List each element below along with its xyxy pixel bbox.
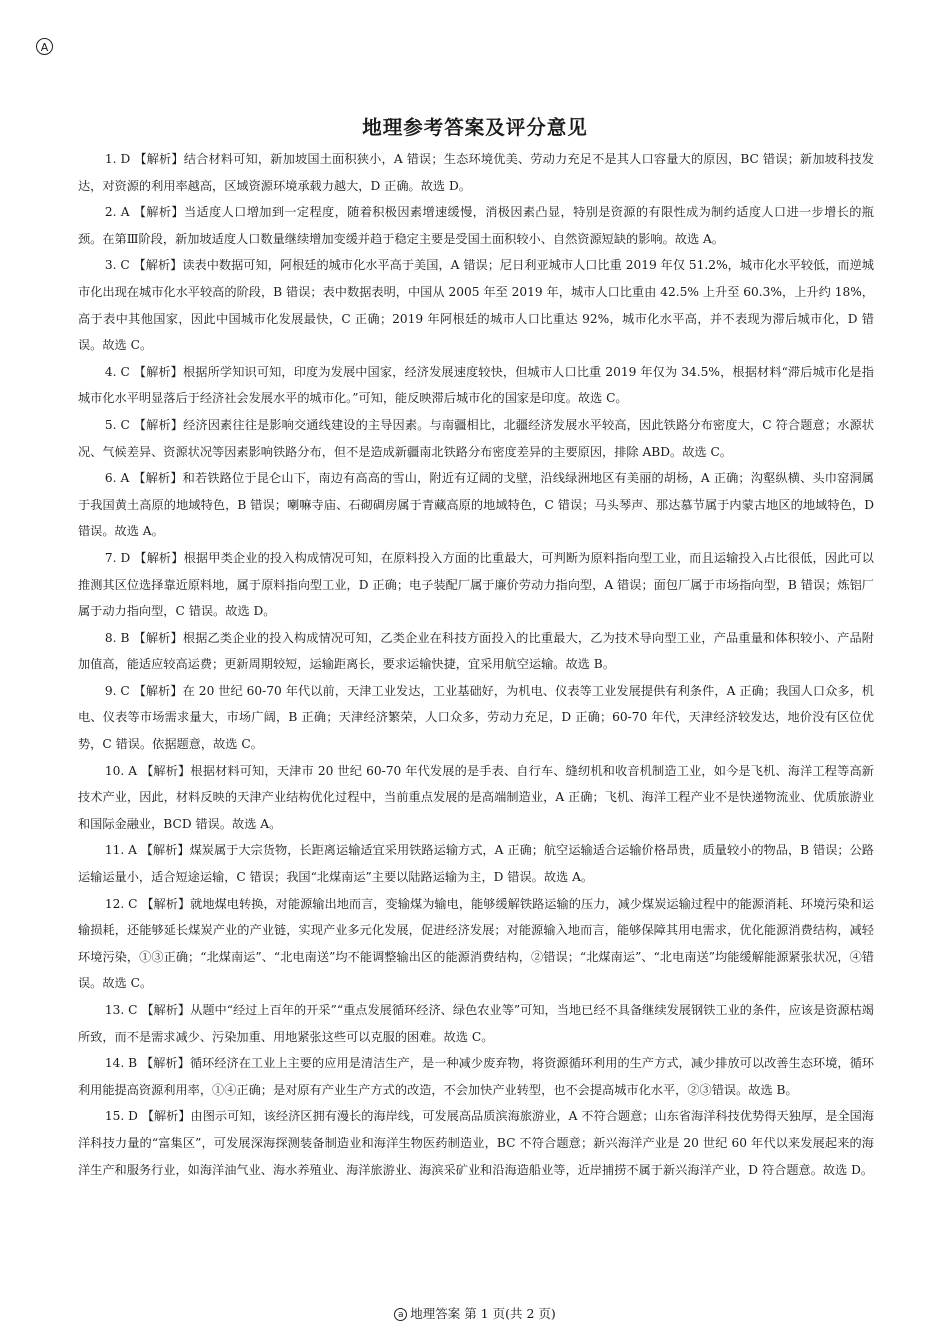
corner-mark: A (36, 38, 53, 55)
answer-item-5: 5. C 【解析】经济因素往往是影响交通线建设的主导因素。与南疆相比，北疆经济发展水平较高，因此铁路分布密度大，C 符合题意；水源状况、气候差异、资源状况等因素影响铁路分布，但不是造成新疆南北铁路分布密度差异的主要原因，排除 ABD。故选 C。 (78, 417, 874, 459)
answer-item-3: 3. C 【解析】读表中数据可知，阿根廷的城市化水平高于美国，A 错误；尼日利亚城市人口比重 2019 年仅 51.2%，城市化水平较低，而逆城市化出现在城市化水平较高的阶段，B 错误；表中数据表明，中国从 2005 年至 2019 年，城市人口比重由 42.5% 上升至 60.3%，上升约 18%，高于表中其他国家，因此中国城市化发展最快，C 正确；2019 年阿根廷的城市人口比重达 92%，城市化水平高，并不表现为滞后城市化，D 错误。故选 C。 (78, 258, 874, 353)
footer-mark: a (394, 1308, 407, 1321)
footer-page-number: 地理答案 第 1 页(共 2 页) (410, 1306, 556, 1321)
answer-item-11: 11. A 【解析】煤炭属于大宗货物，长距离运输适宜采用铁路运输方式，A 正确；航空运输适合运输价格昂贵，质量较小的物品，B 错误；公路运输运量小，适合短途运输，C 错误；我国“北煤南运”主要以陆路运输为主，D 错误。故选 A。 (78, 843, 874, 885)
answer-item-1: 1. D 【解析】结合材料可知，新加坡国土面积狭小，A 错误；生态环境优美、劳动力充足不是其人口容量大的原因，BC 错误；新加坡科技发达，对资源的利用率越高，区域资源环境承载力越大，D 正确。故选 D。 (78, 152, 874, 193)
answer-item-7: 7. D 【解析】根据甲类企业的投入构成情况可知，在原料投入方面的比重最大，可判断为原料指向型工业，而且运输投入占比很低，因此可以推测其区位选择靠近原料地，属于原料指向型工业，D 正确；电子装配厂属于廉价劳动力指向型，A 错误；面包厂属于市场指向型，B 错误；炼铝厂属于动力指向型，C 错误。故选 D。 (78, 550, 874, 619)
page-footer (0, 1304, 950, 1322)
page-title: 地理参考答案及评分意见 (362, 116, 588, 139)
answer-item-8: 8. B 【解析】根据乙类企业的投入构成情况可知，乙类企业在科技方面投入的比重最大，乙为技术导向型工业，产品重量和体积较小、产品附加值高，能适应较高运费；更新周期较短，运输距离长，要求运输快捷，宜采用航空运输。故选 B。 (78, 630, 874, 672)
answer-list (78, 146, 874, 1183)
answer-item-15: 15. D 【解析】由图示可知，该经济区拥有漫长的海岸线，可发展高品质滨海旅游业，A 不符合题意；山东省海洋科技优势得天独厚，是全国海洋科技力量的“富集区”，可发展深海探测装备制造业和海洋生物医药制造业，BC 不符合题意；新兴海洋产业是 20 世纪 60 年代以来发展起来的海洋生产和服务行业，如海洋油气业、海水养殖业、海洋旅游业、海滨采矿业和沿海造船业等，近岸捕捞不属于新兴海洋产业，D 符合题意。故选 D。 (78, 1109, 874, 1177)
answer-item-12: 12. C 【解析】就地煤电转换，对能源输出地而言，变输煤为输电，能够缓解铁路运输的压力，减少煤炭运输过程中的能源消耗、环境污染和运输损耗，还能够延长煤炭产业的产业链，实现产业多元化发展，促进经济发展；对能源输入地而言，能够保障其用电需求，优化能源消费结构，减轻环境污染，①③正确；“北煤南运”、“北电南送”均不能调整输出区的能源消费结构，②错误；“北煤南运”、“北电南送”均能缓解能源紧张状况，④错误。故选 C。 (78, 896, 874, 991)
answer-item-9: 9. C 【解析】在 20 世纪 60-70 年代以前，天津工业发达，工业基础好，为机电、仪表等工业发展提供有利条件，A 正确；我国人口众多，机电、仪表等市场需求量大，市场广阔，B 正确；天津经济繁荣，人口众多，劳动力充足，D 正确；60-70 年代，天津经济较发达，地价没有区位优势，C 错误。依据题意，故选 C。 (78, 683, 874, 752)
answer-item-2: 2. A 【解析】当适度人口增加到一定程度，随着积极因素增速缓慢，消极因素凸显，特别是资源的有限性成为制约适度人口进一步增长的瓶颈。在第Ⅲ阶段，新加坡适度人口数量继续增加变缓并趋于稳定主要是受国土面积较小、自然资源短缺的影响。故选 A。 (78, 205, 874, 246)
answer-item-14: 14. B 【解析】循环经济在工业上主要的应用是清洁生产，是一种减少废弃物，将资源循环利用的生产方式，减少排放可以改善生态环境，循环利用能提高资源利用率，①④正确；是对原有产业生产方式的改造，不会加快产业转型，也不会提高城市化水平，②③错误。故选 B。 (78, 1056, 874, 1097)
answer-item-4: 4. C 【解析】根据所学知识可知，印度为发展中国家，经济发展速度较快，但城市人口比重 2019 年仅为 34.5%，根据材料“滞后城市化是指城市化水平明显落后于经济社会发展水平的城市化。”可知，能反映滞后城市化的国家是印度。故选 C。 (78, 364, 874, 406)
answer-item-13: 13. C 【解析】从题中“经过上百年的开采”“重点发展循环经济、绿色农业等”可知，当地已经不具备继续发展钢铁工业的条件，应该是资源枯竭所致，而不是需求减少、污染加重、用地紧张这些可以克服的困难。故选 C。 (78, 1003, 874, 1044)
answer-item-10: 10. A 【解析】根据材料可知，天津市 20 世纪 60-70 年代发展的是手表、自行车、缝纫机和收音机制造工业，如今是飞机、海洋工程等高新技术产业，因此，材料反映的天津产业结构优化过程中，当前重点发展的是高端制造业，A 正确；飞机、海洋工程产业不是快递物流业、优质旅游业和国际金融业，BCD 错误。故选 A。 (78, 763, 874, 831)
answer-item-6: 6. A 【解析】和若铁路位于昆仑山下，南边有高高的雪山，附近有辽阔的戈壁，沿线绿洲地区有美丽的胡杨，A 正确；沟壑纵横、头巾窑洞属于我国黄土高原的地域特色，B 错误；喇嘛寺庙、石砌碉房属于青藏高原的地域特色，C 错误；马头琴声、那达慕节属于内蒙古地区的地域特色，D 错误。故选 A。 (78, 471, 874, 539)
